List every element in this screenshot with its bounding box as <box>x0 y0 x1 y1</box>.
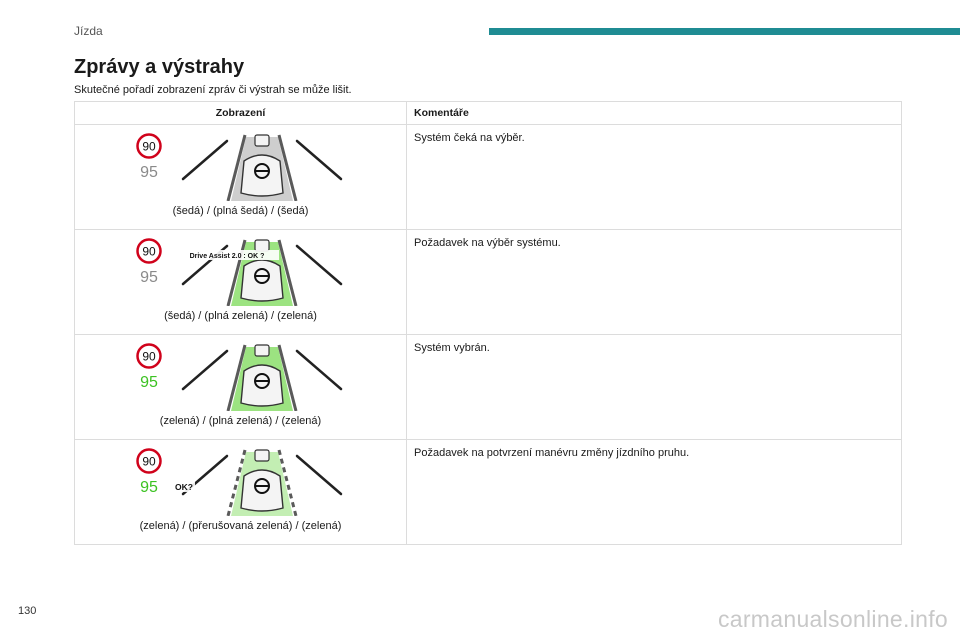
display-caption: (zelená) / (plná zelená) / (zelená) <box>159 415 322 427</box>
section-accent-bar <box>489 28 960 35</box>
column-header-comments: Komentáře <box>407 102 902 125</box>
drive-assist-illustration <box>135 446 350 516</box>
page-title: Zprávy a výstrahy <box>74 56 245 78</box>
lead-vehicle <box>255 240 269 251</box>
lead-vehicle <box>255 450 269 461</box>
speed-limit-value: 90 <box>142 244 156 259</box>
road-edge-right <box>297 246 341 284</box>
display-cell <box>75 125 407 230</box>
comment-cell: Požadavek na výběr systému. <box>407 230 902 335</box>
road-edge-right <box>297 456 341 494</box>
target-speed-value: 95 <box>140 374 158 391</box>
table-row <box>75 335 902 440</box>
road-edge-right <box>297 351 341 389</box>
display-cell <box>75 335 407 440</box>
comment-cell: Systém vybrán. <box>407 335 902 440</box>
table-row <box>75 125 902 230</box>
table-row <box>75 440 902 545</box>
messages-table <box>74 101 902 545</box>
table-body <box>75 125 902 545</box>
drive-assist-illustration <box>135 131 350 201</box>
lead-vehicle <box>255 135 269 146</box>
drive-assist-illustration <box>135 341 350 411</box>
intro-text: Skutečné pořadí zobrazení zpráv či výstrah se může lišit. <box>74 84 352 96</box>
speed-limit-value: 90 <box>142 454 156 469</box>
watermark: carmanualsonline.info <box>717 606 948 632</box>
display-cell <box>75 230 407 335</box>
overlay-prompt: OK? <box>175 482 193 492</box>
display-caption: (šedá) / (plná šedá) / (šedá) <box>172 205 309 217</box>
page-number: 130 <box>18 605 37 617</box>
road-edge-right <box>297 141 341 179</box>
target-speed-value: 95 <box>140 269 158 286</box>
target-speed-value: 95 <box>140 479 158 496</box>
comment-cell: Požadavek na potvrzení manévru změny jízdního pruhu. <box>407 440 902 545</box>
section-label: Jízda <box>74 24 103 38</box>
drive-assist-illustration <box>135 236 350 306</box>
display-caption: (šedá) / (plná zelená) / (zelená) <box>164 310 317 322</box>
speed-limit-value: 90 <box>142 139 156 154</box>
road-edge-left <box>183 141 227 179</box>
ego-vehicle <box>241 155 283 196</box>
lead-vehicle <box>255 345 269 356</box>
comment-cell: Systém čeká na výběr. <box>407 125 902 230</box>
display-cell <box>75 440 407 545</box>
speed-limit-value: 90 <box>142 349 156 364</box>
table-row <box>75 230 902 335</box>
table-header-row <box>75 102 902 125</box>
column-header-display: Zobrazení <box>75 102 407 125</box>
ego-vehicle <box>241 470 283 511</box>
ego-vehicle <box>241 365 283 406</box>
target-speed-value: 95 <box>140 164 158 181</box>
ego-vehicle <box>241 260 283 301</box>
road-edge-left <box>183 351 227 389</box>
display-caption: (zelená) / (přerušovaná zelená) / (zelená) <box>139 520 342 532</box>
overlay-prompt: Drive Assist 2.0 : OK ? <box>189 253 265 260</box>
